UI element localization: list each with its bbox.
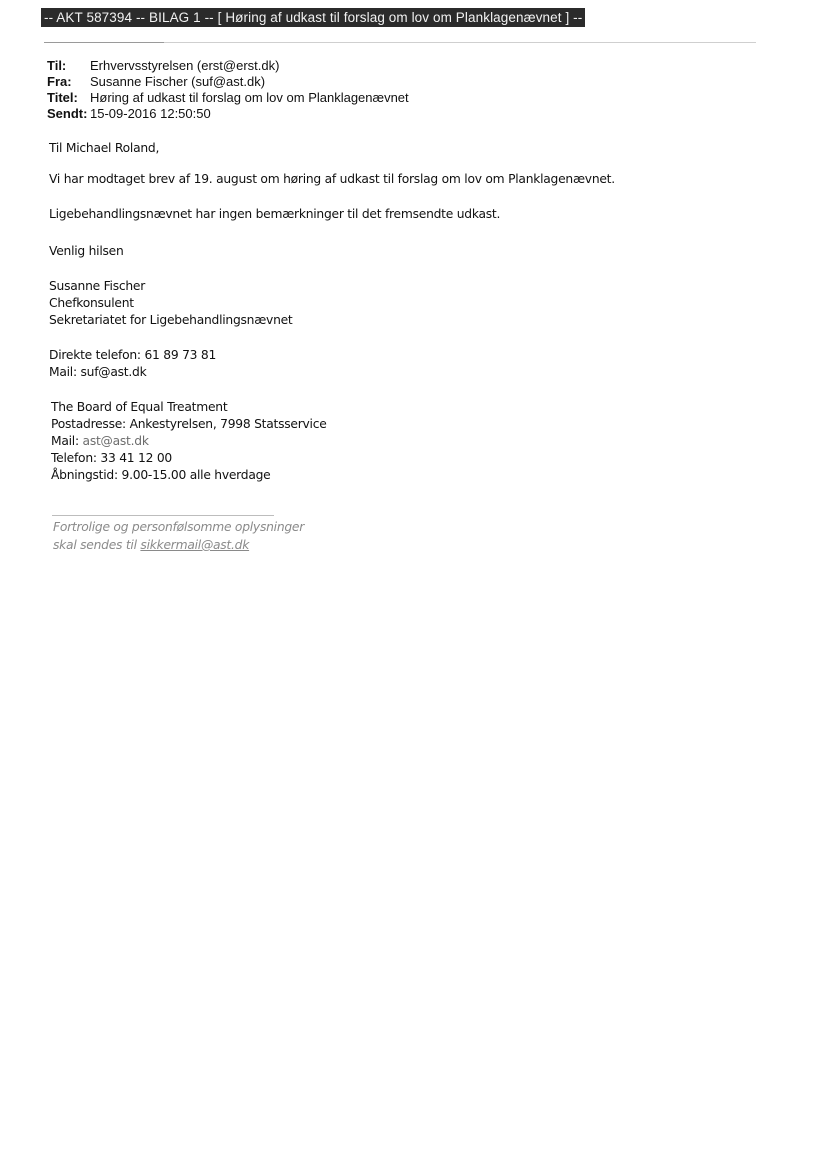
sent-label: Sendt: xyxy=(47,106,88,121)
org-mail-link[interactable]: ast@ast.dk xyxy=(82,434,149,448)
confidential-note xyxy=(53,518,304,554)
sent-value: 15-09-2016 12:50:50 xyxy=(90,106,211,121)
subject-value: Høring af udkast til forslag om lov om Planklagenævnet xyxy=(90,90,409,105)
subject-label: Titel: xyxy=(47,90,78,105)
header-row-subject xyxy=(47,90,409,106)
secure-mail-link[interactable]: sikkermail@ast.dk xyxy=(140,538,250,552)
from-value: Susanne Fischer (suf@ast.dk) xyxy=(90,74,266,89)
org-mail xyxy=(51,433,149,450)
document-banner: -- AKT 587394 -- BILAG 1 -- [ Høring af udkast til forslag om lov om Planklagenævnet ] -- xyxy=(41,8,585,27)
header-divider-accent xyxy=(44,42,164,43)
from-label: Fra: xyxy=(47,74,72,89)
confidential-note-line-1: Fortrolige og personfølsomme oplysninger xyxy=(53,520,305,534)
signature-department: Sekretariatet for Ligebehandlingsnævnet xyxy=(49,313,293,327)
to-label: Til: xyxy=(47,58,67,73)
to-value: Erhvervsstyrelsen (erst@erst.dk) xyxy=(90,58,280,73)
greeting: Til Michael Roland, xyxy=(49,141,160,155)
header-row-to xyxy=(47,58,409,74)
signature-name: Susanne Fischer xyxy=(49,279,146,293)
paragraph-1: Vi har modtaget brev af 19. august om høring af udkast til forslag om lov om Planklagenævnet. xyxy=(49,172,615,186)
org-name: The Board of Equal Treatment xyxy=(51,400,228,414)
org-mail-label: Mail: xyxy=(51,434,83,448)
org-phone: Telefon: 33 41 12 00 xyxy=(51,451,172,465)
signature-role: Chefkonsulent xyxy=(49,296,134,310)
org-hours: Åbningstid: 9.00-15.00 alle hverdage xyxy=(51,468,271,482)
signature-phone: Direkte telefon: 61 89 73 81 xyxy=(49,348,217,362)
header-row-sent xyxy=(47,106,409,122)
org-address: Postadresse: Ankestyrelsen, 7998 Statsservice xyxy=(51,417,327,431)
confidential-note-line-2 xyxy=(53,536,304,554)
confidential-note-prefix: skal sendes til xyxy=(53,538,141,552)
footer-divider xyxy=(52,515,274,516)
signature-mail: Mail: suf@ast.dk xyxy=(49,365,147,379)
email-header xyxy=(47,58,409,122)
header-row-from xyxy=(47,74,409,90)
paragraph-2: Ligebehandlingsnævnet har ingen bemærkninger til det fremsendte udkast. xyxy=(49,207,501,221)
closing: Venlig hilsen xyxy=(49,244,124,258)
